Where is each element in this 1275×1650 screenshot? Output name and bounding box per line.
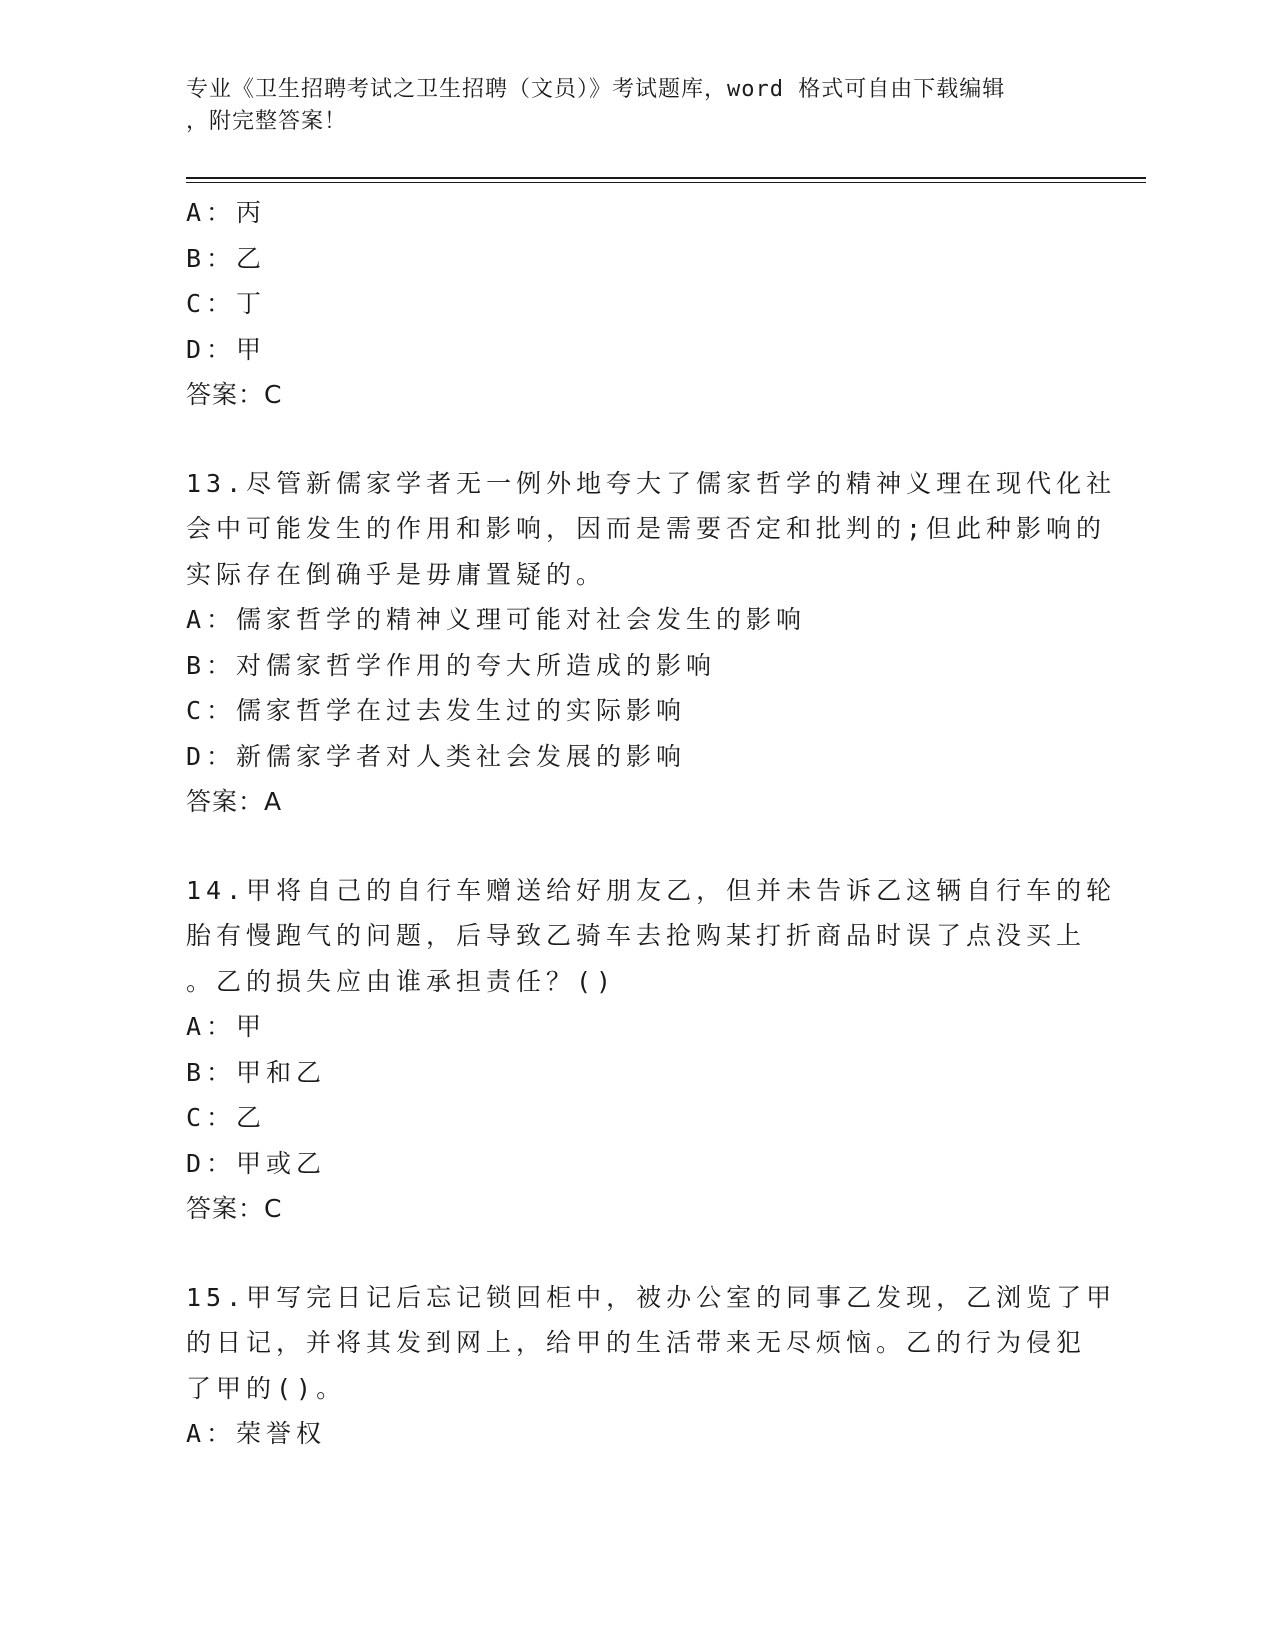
option-a: A：丙	[186, 198, 267, 227]
header-rule-thin	[186, 182, 1146, 183]
header-line-1: 专业《卫生招聘考试之卫生招聘（文员）》考试题库，word 格式可自由下载编辑	[186, 77, 1006, 102]
question-stem-line: 了甲的()。	[186, 1373, 347, 1403]
question-14	[186, 868, 1117, 1232]
header-rule-thick	[186, 177, 1146, 179]
question-stem-line: 实际存在倒确乎是毋庸置疑的。	[186, 559, 607, 589]
option-a: A：甲	[186, 1012, 267, 1041]
question-stem-line: 13.尽管新儒家学者无一例外地夸大了儒家哲学的精神义理在现代化社	[186, 468, 1117, 498]
option-b: B：对儒家哲学作用的夸大所造成的影响	[186, 650, 717, 680]
answer: 答案：C	[186, 1194, 283, 1223]
option-d: D：甲	[186, 334, 267, 364]
option-c: C：丁	[186, 289, 267, 318]
option-d: D：新儒家学者对人类社会发展的影响	[186, 741, 687, 771]
document-header	[186, 74, 1086, 138]
header-line-2: ，附完整答案！	[186, 109, 348, 134]
question-stem-line: 胎有慢跑气的问题，后导致乙骑车去抢购某打折商品时误了点没买上	[186, 921, 1087, 950]
question-15	[186, 1275, 1117, 1457]
option-b: B：甲和乙	[186, 1057, 327, 1087]
answer: 答案：A	[186, 787, 283, 816]
question-stem-line: 14.甲将自己的自行车赠送给好朋友乙，但并未告诉乙这辆自行车的轮	[186, 875, 1117, 905]
option-a: A：儒家哲学的精神义理可能对社会发生的影响	[186, 605, 807, 634]
option-b: B：乙	[186, 243, 267, 273]
question-stem-line: 的日记，并将其发到网上，给甲的生活带来无尽烦恼。乙的行为侵犯	[186, 1328, 1087, 1357]
option-c: C：儒家哲学在过去发生过的实际影响	[186, 696, 687, 725]
answer: 答案：C	[186, 380, 283, 409]
question-list	[186, 190, 1117, 1457]
question-stem-line: 。乙的损失应由谁承担责任？()	[186, 966, 617, 996]
option-d: D：甲或乙	[186, 1148, 327, 1178]
question-13	[186, 461, 1117, 825]
question-12-tail	[186, 190, 1086, 418]
option-c: C：乙	[186, 1103, 267, 1132]
option-a: A：荣誉权	[186, 1419, 327, 1448]
question-stem-line: 会中可能发生的作用和影响，因而是需要否定和批判的;但此种影响的	[186, 514, 1107, 543]
question-stem-line: 15.甲写完日记后忘记锁回柜中，被办公室的同事乙发现，乙浏览了甲	[186, 1282, 1117, 1312]
